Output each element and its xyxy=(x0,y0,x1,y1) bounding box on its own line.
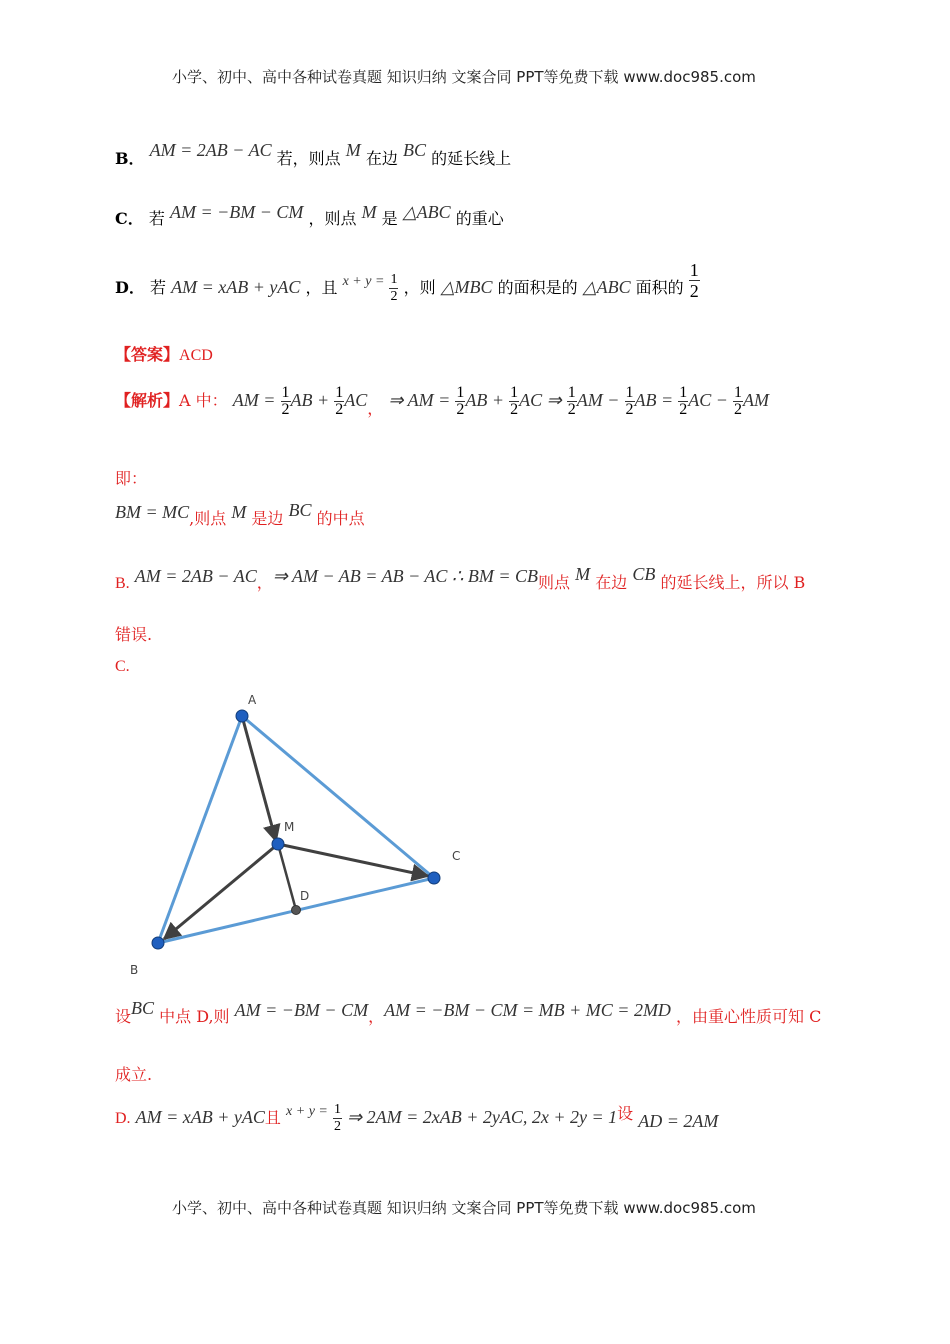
analysis-b-conclusion: 错误. xyxy=(115,625,153,644)
option-d-triangle-abc: △ABC xyxy=(582,277,631,297)
analysis-b-label: B. xyxy=(115,575,130,592)
analysis-label: 【解析】 xyxy=(115,391,180,410)
point-c xyxy=(428,872,440,884)
label-d: D xyxy=(300,889,310,903)
option-b-label: B． xyxy=(115,149,145,168)
option-b-text1: 若，则点 xyxy=(276,149,341,168)
analysis-midpoint: BM = MC,则点 M 是边 BC 的中点 xyxy=(115,500,365,528)
option-b-text3: 的延长线上 xyxy=(431,149,512,168)
option-d-text5: 面积的 xyxy=(635,278,684,297)
vector-am xyxy=(242,716,276,841)
analysis-d-expr: AM = xAB + yAC xyxy=(135,1107,265,1127)
analysis-c-conclusion: 成立. xyxy=(115,1065,153,1084)
answer-value: ACD xyxy=(179,347,213,364)
analysis-c-label: C. xyxy=(115,658,130,675)
option-b-expr: AM = 2AB − AC xyxy=(149,140,272,160)
option-c-text2: ，则点 xyxy=(308,209,357,228)
label-c: C xyxy=(452,849,461,863)
vector-mb xyxy=(164,844,278,939)
answer xyxy=(115,342,213,365)
analysis-c-expr: AM = −BM − CM xyxy=(234,1000,369,1020)
analysis-c-text1: 设 xyxy=(115,1007,132,1026)
option-c-text4: 的重心 xyxy=(455,209,504,228)
triangle-figure xyxy=(110,686,480,986)
vector-mc xyxy=(278,844,428,876)
segment-md xyxy=(278,844,296,910)
option-c-triangle: △ABC xyxy=(402,202,451,222)
analysis-b-expr: AM = 2AB − AC xyxy=(134,566,257,586)
analysis-b: B. AM = 2AB − AC，⇒ AM − AB = AB − AC ∴ BM = CB则点 M 在边 CB 的延长线上，所以 B xyxy=(115,564,806,592)
analysis-a-math: AM = xyxy=(232,390,276,410)
option-c-expr: AM = −BM − CM xyxy=(169,202,304,222)
analysis-a-intro: A 中： xyxy=(179,391,228,410)
analysis-ji: 即： xyxy=(115,469,148,488)
page-footer: 小学、初中、高中各种试卷真题 知识归纳 文案合同 PPT等免费下载 www.doc985.com xyxy=(172,1199,756,1217)
option-b xyxy=(115,140,512,169)
option-c-point-m: M xyxy=(361,202,377,222)
option-c-text3: 是 xyxy=(381,209,398,228)
point-b xyxy=(152,937,164,949)
label-b: B xyxy=(130,963,139,977)
option-b-side-bc: BC xyxy=(402,140,426,160)
analysis-a: 【解析】A 中： AM = $\frac{1}{2}$ AB + $\frac{1}{2}$ AC， ⇒ AM = $\frac{1}{2}$ AB + $\frac{1}{2}$ AC ⇒ $\frac{1}{2}$ AM − $\frac{1}{2}$ AB = $\frac{1}{2}$ AC − $\frac{1}{2}$ AM xyxy=(115,384,769,418)
option-c xyxy=(115,202,504,229)
option-b-point-m: M xyxy=(345,140,361,160)
option-d-text4: 的面积是的 xyxy=(497,278,578,297)
option-d-expr: AM = xAB + yAC xyxy=(171,277,301,297)
answer-label: 【答案】 xyxy=(115,345,180,364)
option-d-triangle-mbc: △MBC xyxy=(440,277,493,297)
option-d-text2: ，且 xyxy=(305,278,338,297)
option-d-condition: x + y = xyxy=(342,274,385,289)
label-m: M xyxy=(284,820,295,834)
analysis-c: 设BC 中点 D,则 AM = −BM − CM，AM = −BM − CM = MB + MC = 2MD ，由重心性质可知 C xyxy=(115,998,822,1026)
label-a: A xyxy=(248,693,257,707)
option-d-text3: ，则 xyxy=(403,278,436,297)
option-d-label: D． xyxy=(115,278,145,297)
analysis-d-label: D. xyxy=(115,1110,131,1127)
point-d xyxy=(292,906,301,915)
analysis-bm-expr: BM = MC xyxy=(115,502,190,522)
option-d-half: $\frac{1}{2}$ xyxy=(390,272,398,304)
point-m xyxy=(272,838,284,850)
analysis-d: D. AM = xAB + yAC且 x + y = $\frac{1}{2}$ ⇒ 2AM = 2xAB + 2yAC, 2x + 2y = 1设 AD = 2AM xyxy=(115,1102,719,1134)
option-c-text1: 若 xyxy=(148,209,165,228)
edge-ac xyxy=(242,716,434,878)
option-c-label: C． xyxy=(115,209,144,228)
page-header: 小学、初中、高中各种试卷真题 知识归纳 文案合同 PPT等免费下载 www.doc985.com xyxy=(172,68,756,86)
option-d-text1: 若 xyxy=(149,278,166,297)
option-d-half-area: $\frac{1}{2}$ xyxy=(689,260,699,301)
option-b-text2: 在边 xyxy=(365,149,398,168)
point-a xyxy=(236,710,248,722)
option-d xyxy=(115,260,700,309)
